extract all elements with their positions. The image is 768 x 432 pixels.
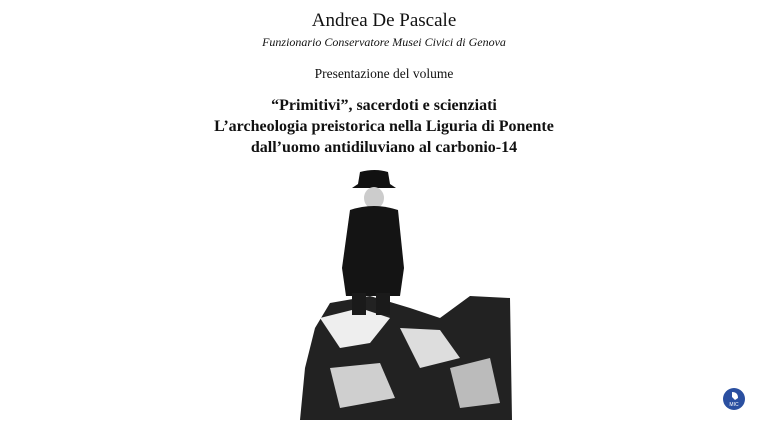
author-role: Funzionario Conservatore Musei Civici di Genova [262,35,506,49]
book-title-line-1: “Primitivi”, sacerdoti e scienziati [271,97,497,114]
svg-text:MIC: MIC [729,402,739,408]
presentation-label: Presentazione del volume [314,66,454,81]
book-title-line-3: dall’uomo antidiluviano al carbonio-14 [250,139,518,156]
historic-photo-man-on-rock [300,168,512,420]
book-title-line-2: L’archeologia preistorica nella Liguria di Ponente [214,118,554,135]
mic-logo-icon [723,388,745,410]
author-name: Andrea De Pascale [311,10,457,31]
